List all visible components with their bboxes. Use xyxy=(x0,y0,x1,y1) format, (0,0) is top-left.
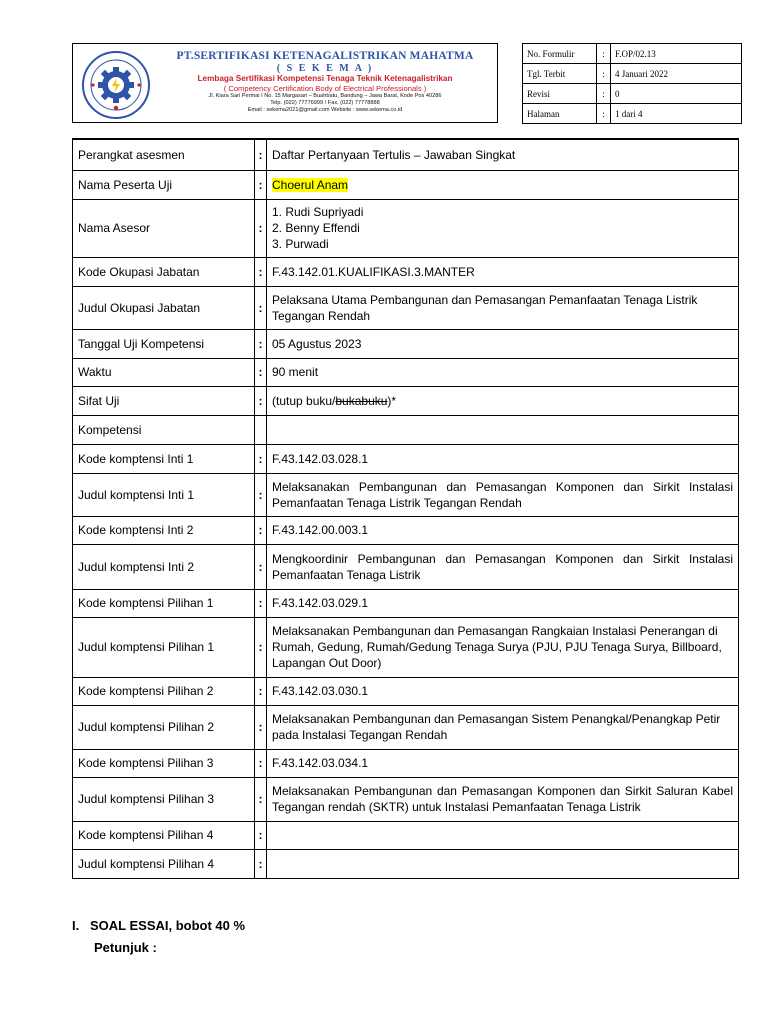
perangkat-label: Perangkat asesmen xyxy=(73,139,255,170)
table-row xyxy=(73,749,739,777)
table-row xyxy=(73,705,739,749)
kode-inti-1-label: Kode komptensi Inti 1 xyxy=(73,444,255,473)
perangkat-value: Daftar Pertanyaan Tertulis – Jawaban Singkat xyxy=(267,139,739,170)
judul-inti-2-value: Mengkoordinir Pembangunan dan Pemasangan Komponen dan Sirkit Instalasi Pemanfaatan Tenaga Listrik xyxy=(267,544,739,589)
kode-pilihan-4-value xyxy=(267,821,739,849)
row-colon: : xyxy=(255,821,267,849)
form-info-row xyxy=(523,104,742,124)
judul-inti-1-value: Melaksanakan Pembangunan dan Pemasangan Komponen dan Sirkit Instalasi Pemanfaatan Tenaga Listrik Tegangan Rendah xyxy=(267,473,739,516)
tanggal-value: 05 Agustus 2023 xyxy=(267,329,739,358)
kode-pilihan-4-label: Kode komptensi Pilihan 4 xyxy=(73,821,255,849)
kode-pilihan-3-value: F.43.142.03.034.1 xyxy=(267,749,739,777)
kode-okupasi-value: F.43.142.01.KUALIFIKASI.3.MANTER xyxy=(267,257,739,286)
instructions-label: Petunjuk : xyxy=(94,940,157,955)
row-colon: : xyxy=(255,199,267,257)
list-item: 1. Rudi Supriyadi xyxy=(272,205,364,219)
company-name: PT.SERTIFIKASI KETENAGALISTRIKAN MAHATMA xyxy=(176,50,474,62)
table-row xyxy=(73,358,739,386)
institution-name: Lembaga Sertifikasi Kompetensi Tenaga Teknik Ketenagalistrikan xyxy=(197,74,453,83)
revision-value: 0 xyxy=(611,84,742,104)
row-colon: : xyxy=(255,444,267,473)
judul-pilihan-4-label: Judul komptensi Pilihan 4 xyxy=(73,849,255,878)
form-info-colon: : xyxy=(597,84,611,104)
judul-pilihan-2-label: Judul komptensi Pilihan 2 xyxy=(73,705,255,749)
table-row xyxy=(73,139,739,170)
waktu-label: Waktu xyxy=(73,358,255,386)
letterhead xyxy=(72,43,498,123)
list-item: 2. Benny Effendi xyxy=(272,221,360,235)
kode-pilihan-3-label: Kode komptensi Pilihan 3 xyxy=(73,749,255,777)
kode-pilihan-2-label: Kode komptensi Pilihan 2 xyxy=(73,677,255,705)
form-info-row xyxy=(523,64,742,84)
row-colon: : xyxy=(255,139,267,170)
table-row xyxy=(73,777,739,821)
kode-inti-1-value: F.43.142.03.028.1 xyxy=(267,444,739,473)
table-row xyxy=(73,544,739,589)
table-row xyxy=(73,415,739,444)
row-colon: : xyxy=(255,677,267,705)
gear-icon xyxy=(98,67,134,103)
form-info-colon: : xyxy=(597,104,611,124)
table-row xyxy=(73,617,739,677)
peserta-name: Choerul Anam xyxy=(272,177,349,192)
institution-english-name: ( Competency Certification Body of Electrical Professionals ) xyxy=(223,84,427,93)
row-colon: : xyxy=(255,286,267,329)
table-row xyxy=(73,677,739,705)
judul-pilihan-2-value: Melaksanakan Pembangunan dan Pemasangan Sistem Penangkal/Penangkap Petir pada Instalasi Tegangan Rendah xyxy=(267,705,739,749)
kode-pilihan-1-value: F.43.142.03.029.1 xyxy=(267,589,739,617)
judul-okupasi-label: Judul Okupasi Jabatan xyxy=(73,286,255,329)
row-colon: : xyxy=(255,705,267,749)
sifat-struck-option: bukabuku xyxy=(335,393,388,408)
judul-inti-1-label: Judul komptensi Inti 1 xyxy=(73,473,255,516)
row-colon: : xyxy=(255,589,267,617)
kode-inti-2-label: Kode komptensi Inti 2 xyxy=(73,516,255,544)
row-colon: : xyxy=(255,544,267,589)
form-info-colon: : xyxy=(597,44,611,64)
table-row xyxy=(73,386,739,415)
form-info-row xyxy=(523,44,742,64)
section-title: SOAL ESSAI, bobot 40 % xyxy=(90,918,246,933)
row-colon: : xyxy=(255,749,267,777)
form-info-colon: : xyxy=(597,64,611,84)
kompetensi-value-empty xyxy=(267,415,739,444)
table-row xyxy=(73,286,739,329)
row-colon: : xyxy=(255,777,267,821)
waktu-value: 90 menit xyxy=(267,358,739,386)
table-row xyxy=(73,199,739,257)
table-row xyxy=(73,516,739,544)
row-colon: : xyxy=(255,516,267,544)
judul-pilihan-3-value: Melaksanakan Pembangunan dan Pemasangan Komponen dan Sirkit Saluran Kabel Tegangan rendah (SKTR) untuk Instalasi Pemanfaatan Tenaga Listrik xyxy=(267,777,739,821)
row-colon: : xyxy=(255,329,267,358)
row-colon-empty xyxy=(255,415,267,444)
sifat-value xyxy=(267,386,739,415)
company-abbreviation: ( S E K E M A ) xyxy=(276,63,374,74)
asesor-label: Nama Asesor xyxy=(73,199,255,257)
company-email-website: Email : sekema2021@gmail.com Website : www.sekema.co.id xyxy=(247,107,403,113)
kode-pilihan-1-label: Kode komptensi Pilihan 1 xyxy=(73,589,255,617)
kompetensi-label: Kompetensi xyxy=(73,415,255,444)
revision-label: Revisi xyxy=(523,84,597,104)
kode-inti-2-value: F.43.142.00.003.1 xyxy=(267,516,739,544)
row-colon: : xyxy=(255,473,267,516)
judul-pilihan-4-value xyxy=(267,849,739,878)
form-info-row xyxy=(523,84,742,104)
sifat-prefix: (tutup buku/ xyxy=(272,393,336,408)
row-colon: : xyxy=(255,386,267,415)
judul-pilihan-1-label: Judul komptensi Pilihan 1 xyxy=(73,617,255,677)
table-row xyxy=(73,473,739,516)
asesor-list xyxy=(272,204,733,252)
assessment-info-table xyxy=(72,138,739,879)
row-colon: : xyxy=(255,849,267,878)
row-colon: : xyxy=(255,617,267,677)
section-number: I. xyxy=(72,918,80,933)
company-address: Jl. Kiara Sari Permai I No. 15 Margasari – Buahbatu, Bandung – Jawa Barat, Kode Pos 40286 xyxy=(208,93,442,99)
table-row xyxy=(73,329,739,358)
sifat-suffix: )* xyxy=(387,393,397,408)
section-heading xyxy=(72,918,245,933)
list-item: 3. Purwadi xyxy=(272,237,329,251)
row-colon: : xyxy=(255,170,267,199)
sifat-label: Sifat Uji xyxy=(73,386,255,415)
judul-pilihan-3-label: Judul komptensi Pilihan 3 xyxy=(73,777,255,821)
page-value: 1 dari 4 xyxy=(611,104,742,124)
tanggal-label: Tanggal Uji Kompetensi xyxy=(73,329,255,358)
table-row xyxy=(73,170,739,199)
table-row xyxy=(73,849,739,878)
row-colon: : xyxy=(255,257,267,286)
table-row xyxy=(73,589,739,617)
kode-okupasi-label: Kode Okupasi Jabatan xyxy=(73,257,255,286)
kode-pilihan-2-value: F.43.142.03.030.1 xyxy=(267,677,739,705)
form-number-value: F.OP/02.13 xyxy=(611,44,742,64)
judul-okupasi-value: Pelaksana Utama Pembangunan dan Pemasangan Pemanfaatan Tenaga Listrik Tegangan Rendah xyxy=(267,286,739,329)
issue-date-label: Tgl. Terbit xyxy=(523,64,597,84)
page-label: Halaman xyxy=(523,104,597,124)
table-row xyxy=(73,257,739,286)
form-number-label: No. Formulir xyxy=(523,44,597,64)
form-info-table xyxy=(522,43,742,124)
row-colon: : xyxy=(255,358,267,386)
issue-date-value: 4 Januari 2022 xyxy=(611,64,742,84)
judul-inti-2-label: Judul komptensi Inti 2 xyxy=(73,544,255,589)
company-logo xyxy=(81,50,151,120)
table-row xyxy=(73,821,739,849)
peserta-label: Nama Peserta Uji xyxy=(73,170,255,199)
company-phone: Telp. (022) 77776999 / Fax. (022) 77778888 xyxy=(270,100,380,106)
judul-pilihan-1-value: Melaksanakan Pembangunan dan Pemasangan Rangkaian Instalasi Penerangan di Rumah, Gedung, Rumah/Gedung Tenaga Surya (PJU, PJU Tenaga Surya, Billboard, Lapangan Out Door) xyxy=(267,617,739,677)
table-row xyxy=(73,444,739,473)
